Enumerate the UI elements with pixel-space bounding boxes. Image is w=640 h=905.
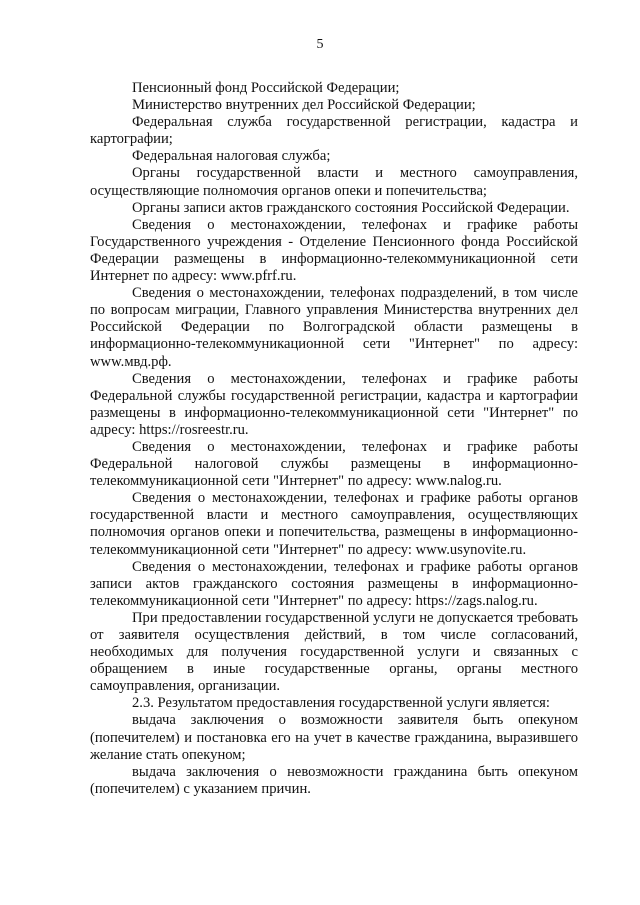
paragraph-zags-info: Сведения о местонахождении, телефонах и графике работы органов записи актов гражданского состояния размещены в информационно-телекоммуникационной сети "Интернет" по адресу: https://zags.nalog.ru.	[90, 558, 578, 609]
paragraph-rosreestr-info: Сведения о местонахождении, телефонах и графике работы Федеральной службы государственной регистрации, кадастра и картографии размещены в информационно-телекоммуникационной сети "Интернет" по адресу: https://rosreestr.ru.	[90, 370, 578, 438]
document-body	[90, 80, 578, 798]
paragraph-zags-bodies: Органы записи актов гражданского состояния Российской Федерации.	[132, 199, 570, 216]
paragraph-pfr-info: Сведения о местонахождении, телефонах и графике работы Государственного учреждения - Отделение Пенсионного фонда Российской Федерации размещены в информационно-телекоммуникационной сети Интернет по адресу: www.pfrf.ru.	[90, 216, 578, 285]
paragraph-fns: Федеральная налоговая служба;	[132, 148, 331, 165]
paragraph-result-positive: выдача заключения о возможности заявителя быть опекуном (попечителем) и постановка его на учет в качестве гражданина, выразившего желание стать опекуном;	[90, 712, 578, 763]
page-number: 5	[316, 37, 324, 52]
paragraph-guardianship-info: Сведения о местонахождении, телефонах и графике работы органов государственной власти и местного самоуправления, осуществляющих полномочия органов опеки и попечительства, размещены в информационно-телекоммуникационной сети "Интернет" по адресу: www.usynovite.ru.	[90, 490, 578, 558]
paragraph-mvd-info: Сведения о местонахождении, телефонах подразделений, в том числе по вопросам миграции, Главного управления Министерства внутренних дел Российской Федерации по Волгоградской области размещены в информационно-телекоммуникационной сети "Интернет" по адресу: www.мвд.рф.	[90, 285, 578, 370]
paragraph-prohibition: При предоставлении государственной услуги не допускается требовать от заявителя осуществления действий, в том числе согласований, необходимых для получения государственной услуги и связанных с обращением в иные государственные органы, органы местного самоуправления, организации.	[90, 609, 578, 695]
paragraph-result-heading: 2.3. Результатом предоставления государственной услуги является:	[132, 695, 550, 712]
paragraph-guardianship-bodies: Органы государственной власти и местного самоуправления, осуществляющие полномочия органов опеки и попечительства;	[90, 165, 578, 199]
paragraph-result-negative: выдача заключения о невозможности гражданина быть опекуном (попечителем) с указанием причин.	[90, 763, 578, 797]
paragraph-fns-info: Сведения о местонахождении, телефонах и графике работы Федеральной налоговой службы размещены в информационно-телекоммуникационной сети "Интернет" по адресу: www.nalog.ru.	[90, 438, 578, 490]
paragraph-rosreestr: Федеральная служба государственной регистрации, кадастра и картографии;	[90, 114, 578, 148]
paragraph-mvd: Министерство внутренних дел Российской Федерации;	[132, 97, 476, 114]
paragraph-pfr: Пенсионный фонд Российской Федерации;	[132, 80, 400, 96]
